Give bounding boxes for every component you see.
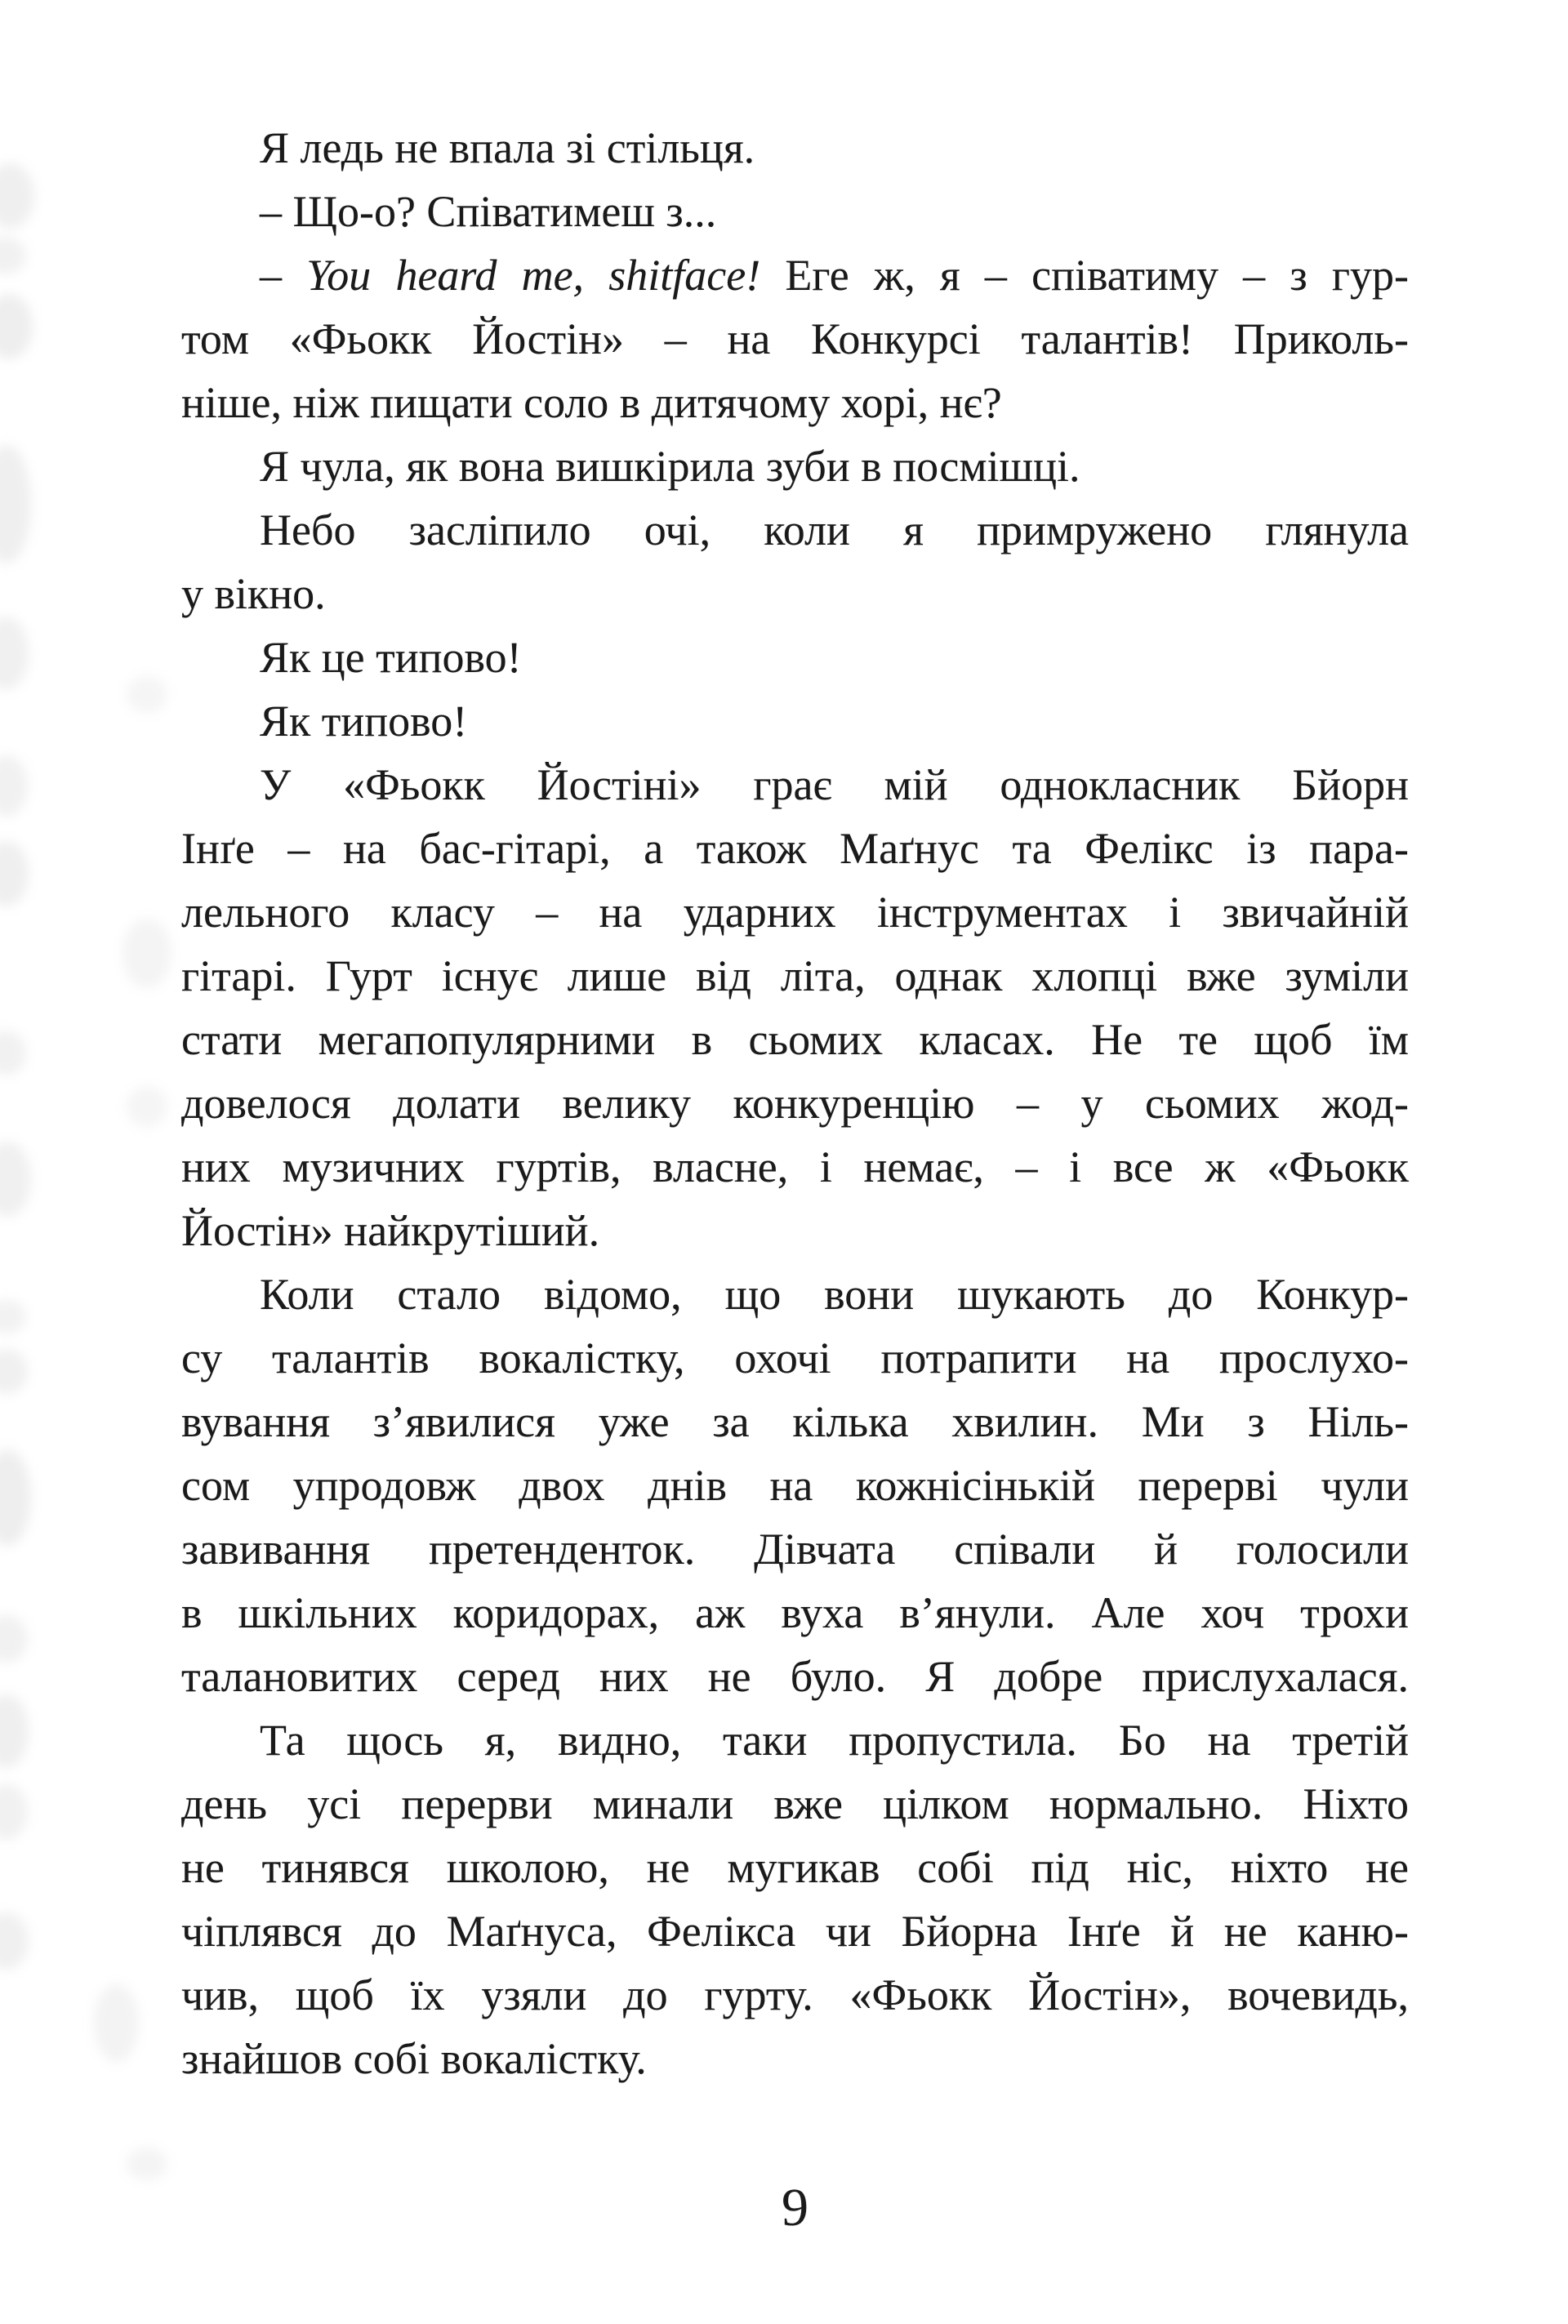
page-number: 9 — [782, 2178, 808, 2237]
text-line — [181, 243, 1409, 307]
text-line — [181, 1581, 1409, 1645]
text-line — [181, 1199, 1409, 1262]
text-segment: чив, щоб їх узяли до гурту. «Фьокк Йостін», вочевидь, — [181, 1970, 1409, 2019]
text-segment: том «Фьокк Йостін» – на Конкурсі талантів! Приколь- — [181, 314, 1409, 363]
scan-artifact — [0, 1912, 29, 1970]
scan-artifact — [0, 755, 28, 817]
text-line — [181, 1645, 1409, 1708]
scan-artifact — [127, 2148, 167, 2180]
text-line — [181, 1836, 1409, 1899]
text-line — [181, 944, 1409, 1008]
text-line — [181, 817, 1409, 880]
text-segment: Небо засліпило очі, коли я примружено глянула — [260, 505, 1409, 554]
text-line — [181, 1454, 1409, 1517]
scan-artifact — [0, 1349, 28, 1394]
text-line — [181, 371, 1409, 434]
text-segment: вування з’явилися уже за кілька хвилин. Ми з Ніль- — [181, 1397, 1409, 1446]
scan-artifact — [0, 163, 34, 229]
text-line — [181, 1772, 1409, 1836]
text-segment: У «Фьокк Йостіні» грає мій однокласник Бйорн — [260, 760, 1409, 809]
text-segment: завивання претенденток. Дівчата співали й голосили — [181, 1525, 1409, 1574]
text-line — [181, 1135, 1409, 1199]
text-segment: сом упродовж двох днів на кожнісінькій перерві чули — [181, 1461, 1409, 1510]
scan-artifact — [0, 1449, 31, 1546]
text-segment: них музичних гуртів, власне, і немає, – і все ж «Фьокк — [181, 1142, 1409, 1191]
scan-artifact — [0, 1300, 26, 1334]
text-line — [181, 307, 1409, 371]
text-line — [181, 180, 1409, 243]
text-segment: Я чула, як вона вишкірила зуби в посмішці. — [260, 442, 1080, 491]
text-line — [181, 1899, 1409, 1963]
scan-artifact — [0, 1694, 29, 1768]
text-line — [181, 689, 1409, 753]
text-segment: в шкільних коридорах, аж вуха в’янули. Але хоч трохи — [181, 1588, 1409, 1637]
text-line — [181, 116, 1409, 180]
text-segment: Як це типово! — [260, 633, 522, 682]
text-segment: Еге ж, я – співатиму – з гур- — [760, 251, 1409, 300]
scan-artifact — [127, 676, 167, 713]
scan-artifact — [0, 237, 26, 274]
scan-artifact — [0, 617, 29, 690]
text-segment: су талантів вокалістку, охочі потрапити на прослухо- — [181, 1333, 1409, 1382]
scan-artifact — [0, 1142, 31, 1217]
text-segment: – — [260, 251, 307, 300]
text-line — [181, 880, 1409, 944]
text-line — [181, 2027, 1409, 2090]
text-segment: лельного класу – на ударних інструментах і звичайній — [181, 888, 1409, 937]
text-segment: у вікно. — [181, 569, 326, 618]
text-line — [181, 1517, 1409, 1581]
text-line — [181, 1071, 1409, 1135]
text-segment: ніше, ніж пищати соло в дитячому хорі, нє? — [181, 378, 1002, 427]
scan-artifact — [0, 1615, 28, 1663]
text-segment: Я ледь не впала зі стільця. — [260, 123, 755, 172]
text-segment: Як типово! — [260, 697, 468, 746]
text-line — [181, 562, 1409, 626]
text-segment: гітарі. Гурт існує лише від літа, однак хлопці вже зуміли — [181, 951, 1409, 1000]
text-segment: Коли стало відомо, що вони шукають до Конкур- — [260, 1270, 1409, 1319]
scan-artifact — [0, 1784, 28, 1840]
text-line — [181, 1326, 1409, 1390]
text-line — [181, 753, 1409, 817]
text-segment: талановитих серед них не було. Я добре прислухалася. — [181, 1652, 1409, 1701]
text-line — [181, 1963, 1409, 2027]
scan-artifact — [0, 445, 31, 563]
text-line — [181, 1390, 1409, 1454]
text-line — [181, 434, 1409, 498]
text-segment: Йостін» найкрутіший. — [181, 1206, 600, 1255]
text-segment: день усі перерви минали вже цілком нормально. Ніхто — [181, 1779, 1409, 1828]
scan-artifact — [0, 1031, 26, 1075]
text-block — [181, 116, 1409, 2090]
text-segment: Та щось я, видно, таки пропустила. Бо на третій — [260, 1716, 1409, 1765]
text-line — [181, 1262, 1409, 1326]
text-line — [181, 1708, 1409, 1772]
text-segment: стати мегапопулярними в сьомих класах. Не те щоб їм — [181, 1015, 1409, 1064]
text-segment: не тинявся школою, не мугикав собі під ніс, ніхто не — [181, 1843, 1409, 1892]
text-segment: – Що-о? Співатимеш з... — [260, 187, 717, 236]
text-line — [181, 626, 1409, 689]
text-segment: довелося долати велику конкуренцію – у сьомих жод- — [181, 1079, 1409, 1128]
scan-artifact — [122, 919, 172, 988]
scan-artifact — [127, 1086, 167, 1127]
text-segment: Інґе – на бас-гітарі, а також Маґнус та Фелікс із пара- — [181, 824, 1409, 873]
scan-artifact — [0, 294, 33, 359]
text-segment: чіплявся до Маґнуса, Фелікса чи Бйорна Інґе й не каню- — [181, 1907, 1409, 1956]
scan-artifact — [94, 1984, 139, 2062]
text-line — [181, 498, 1409, 562]
italic-text-segment: You heard me, shitface! — [306, 251, 761, 300]
text-segment: знайшов собі вокалістку. — [181, 2034, 647, 2083]
text-line — [181, 1008, 1409, 1071]
scan-artifact — [0, 841, 29, 906]
